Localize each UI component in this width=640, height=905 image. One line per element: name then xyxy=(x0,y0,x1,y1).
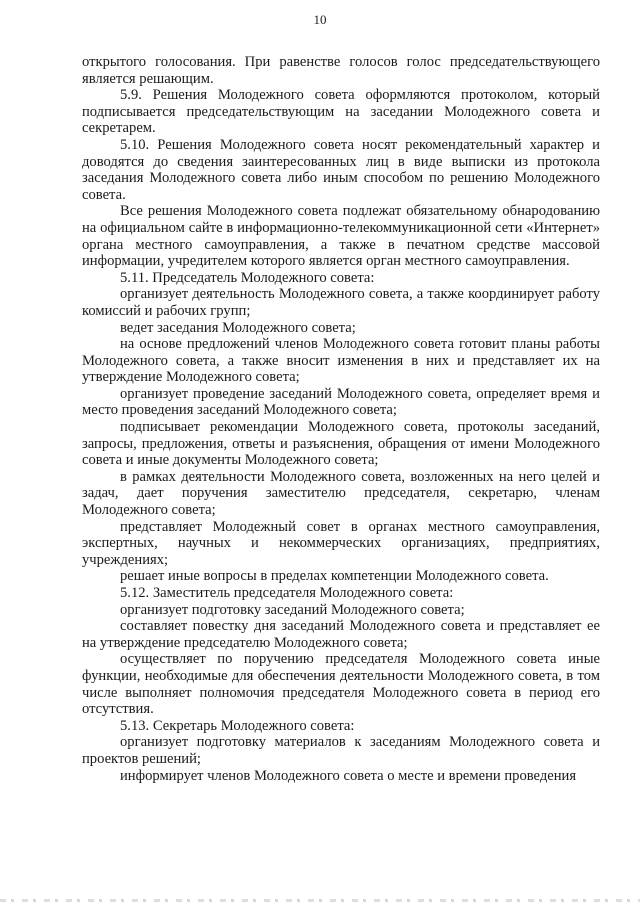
scan-edge-noise xyxy=(0,899,640,902)
paragraph: 5.9. Решения Молодежного совета оформляются протоколом, который подписывается председательствующим на заседании Молодежного совета и секретарем. xyxy=(82,87,600,137)
paragraph: 5.12. Заместитель председателя Молодежного совета: xyxy=(120,585,454,601)
paragraph: 5.11. Председатель Молодежного совета: xyxy=(120,269,375,286)
paragraph: решает иные вопросы в пределах компетенции Молодежного совета. xyxy=(120,568,549,585)
paragraph: осуществляет по поручению председателя Молодежного совета иные функции, необходимые для обеспечения деятельности Молодежного совета, в том числе выполняет полномочия председателя Молодежного совета в период его отсутствия. xyxy=(82,651,600,718)
paragraph: организует подготовку материалов к заседаниям Молодежного совета и проектов решений; xyxy=(82,734,600,767)
paragraph: организует подготовку заседаний Молодежного совета; xyxy=(120,601,465,618)
paragraph: информирует членов Молодежного совета о месте и времени проведения xyxy=(120,767,577,784)
page-number: 10 xyxy=(313,12,327,27)
document-body xyxy=(82,54,600,784)
paragraph: подписывает рекомендации Молодежного совета, протоколы заседаний, запросы, предложения, ответы и разъяснения, обращения от имени Молодежного совета и иные документы Молодежного совета; xyxy=(82,419,600,469)
paragraph: представляет Молодежный совет в органах местного самоуправления, экспертных, научных и некоммерческих организациях, предприятиях, учреждениях; xyxy=(82,518,600,568)
paragraph: составляет повестку дня заседаний Молодежного совета и представляет ее на утверждение председателю Молодежного совета; xyxy=(82,618,600,651)
paragraph: 5.10. Решения Молодежного совета носят рекомендательный характер и доводятся до сведения заинтересованных лиц в виде выписки из протокола заседания Молодежного совета либо иным способом по решению Молодежного совета. xyxy=(82,136,600,203)
paragraph: в рамках деятельности Молодежного совета, возложенных на него целей и задач, дает поручения заместителю председателя, секретарю, членам Молодежного совета; xyxy=(82,468,600,519)
paragraph: Все решения Молодежного совета подлежат обязательному обнародованию на официальном сайте в информационно-телекоммуникационной сети «Интернет» органа местного самоуправления, а также в печатном средстве массовой информации, учредителем которого является орган местного самоуправления. xyxy=(82,203,600,270)
paragraph: открытого голосования. При равенстве голосов голос председательствующего является решающим. xyxy=(82,54,600,87)
paragraph: ведет заседания Молодежного совета; xyxy=(120,319,356,336)
paragraph: 5.13. Секретарь Молодежного совета: xyxy=(120,717,355,734)
paragraph: организует проведение заседаний Молодежного совета, определяет время и место проведения заседаний Молодежного совета; xyxy=(82,385,600,419)
paragraph: организует деятельность Молодежного совета, а также координирует работу комиссий и рабочих групп; xyxy=(82,286,600,319)
paragraph: на основе предложений членов Молодежного совета готовит планы работы Молодежного совета, а также вносит изменения в них и представляет их на утверждение Молодежного совета; xyxy=(82,336,600,386)
